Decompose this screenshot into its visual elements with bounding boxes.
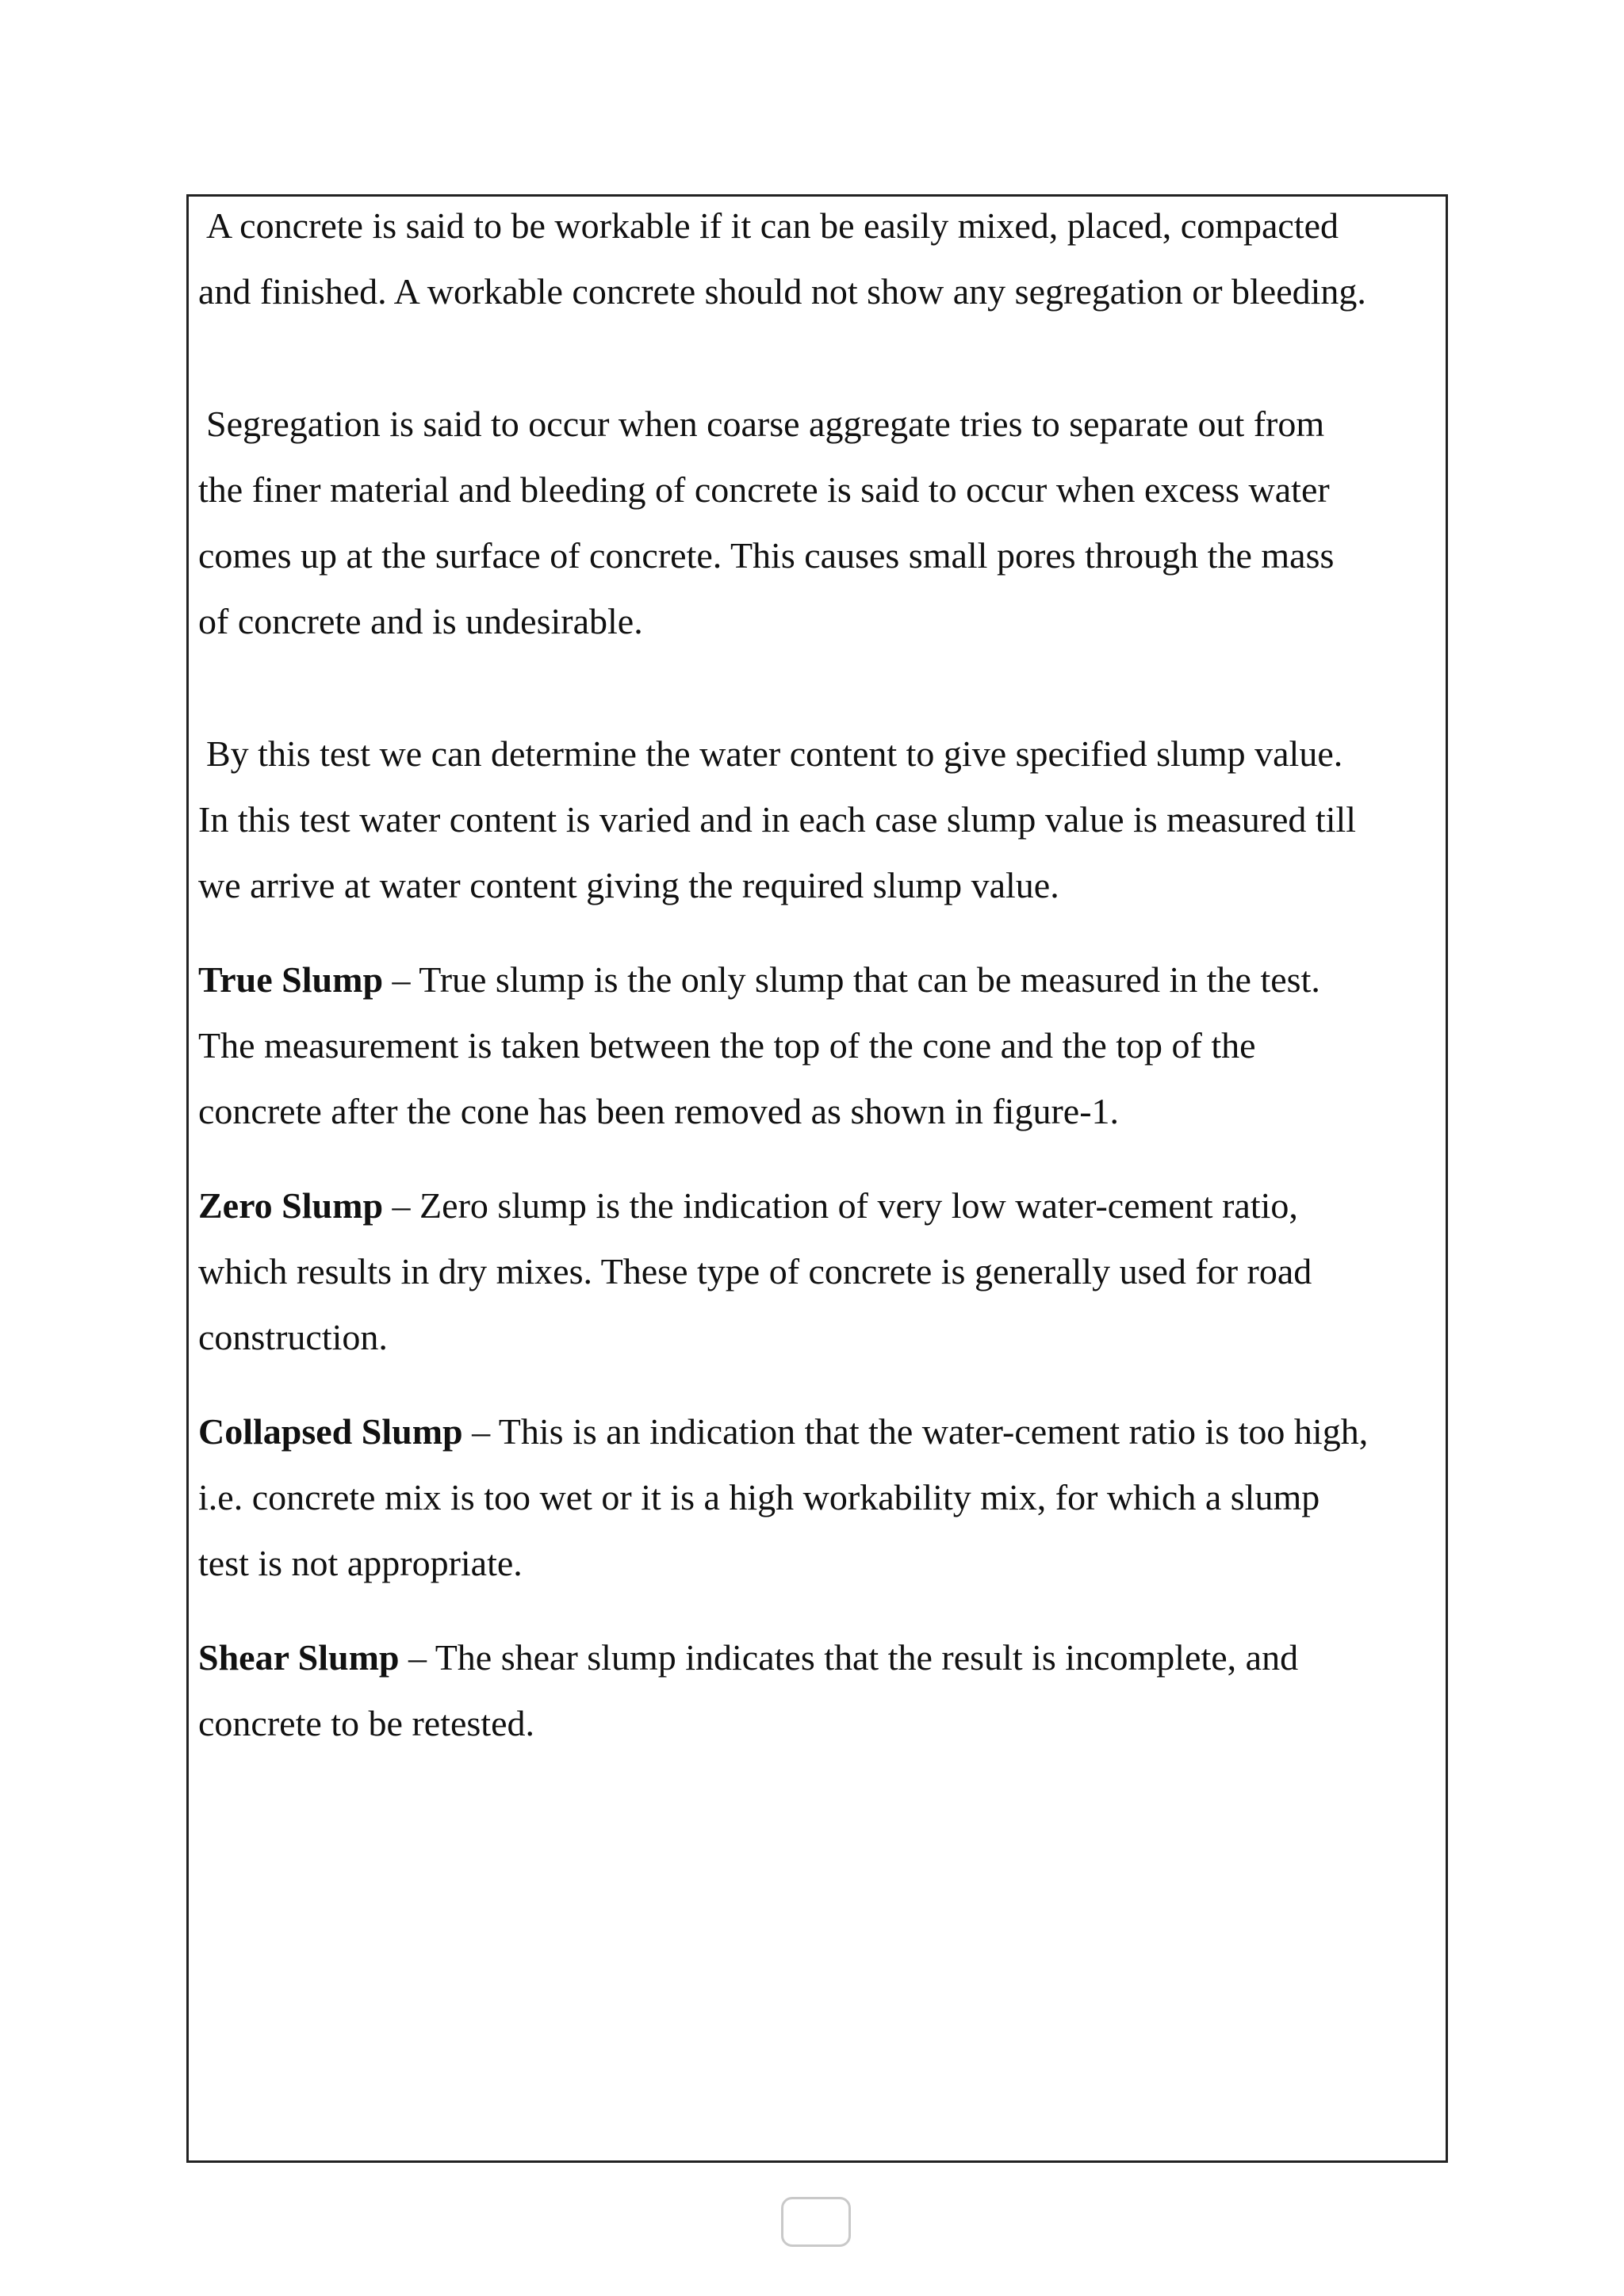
- document-body: [198, 193, 1443, 1756]
- workability-paragraph: A concrete is said to be workable if it can be easily mixed, placed, compacted and finished. A workable concrete should not show any segregation or bleeding.: [198, 205, 1366, 312]
- slump-test-paragraph: By this test we can determine the water content to give specified slump value. In this test water content is varied and in each case slump value is measured till we arrive at water content giving the required slump value.: [198, 733, 1357, 905]
- zero-slump-description: – Zero slump is the indication of very low water-cement ratio, which results in dry mixes. These type of concrete is generally used for road construction.: [198, 1185, 1312, 1357]
- collapsed-slump-description: – This is an indication that the water-cement ratio is too high, i.e. concrete mix is too wet or it is a high workability mix, for which a slump test is not appropriate.: [198, 1411, 1369, 1583]
- zero-slump-term: Zero Slump: [198, 1185, 384, 1226]
- paragraph-spacer: [198, 918, 1443, 947]
- shear-slump-description: – The shear slump indicates that the result is incomplete, and concrete to be retested.: [198, 1637, 1299, 1743]
- page-number-box: [781, 2197, 851, 2247]
- paragraph-spacer: [198, 324, 1443, 391]
- shear-slump-term: Shear Slump: [198, 1637, 400, 1678]
- paragraph-spacer: [198, 1370, 1443, 1399]
- zero-slump-paragraph: [198, 1173, 1443, 1370]
- true-slump-description: – True slump is the only slump that can be measured in the test. The measurement is taken between the top of the cone and the top of the concrete after the cone has been removed as shown in figure-1.: [198, 959, 1320, 1131]
- true-slump-term: True Slump: [198, 959, 384, 1000]
- paragraph-spacer: [198, 1596, 1443, 1624]
- paragraph-spacer: [198, 1144, 1443, 1173]
- true-slump-paragraph: [198, 947, 1443, 1144]
- paragraph-spacer: [198, 654, 1443, 721]
- shear-slump-paragraph: [198, 1624, 1443, 1756]
- collapsed-slump-paragraph: [198, 1399, 1443, 1596]
- collapsed-slump-term: Collapsed Slump: [198, 1411, 463, 1452]
- segregation-paragraph: Segregation is said to occur when coarse aggregate tries to separate out from the finer material and bleeding of concrete is said to occur when excess water comes up at the surface of concrete. This causes small pores through the mass of concrete and is undesirable.: [198, 404, 1335, 641]
